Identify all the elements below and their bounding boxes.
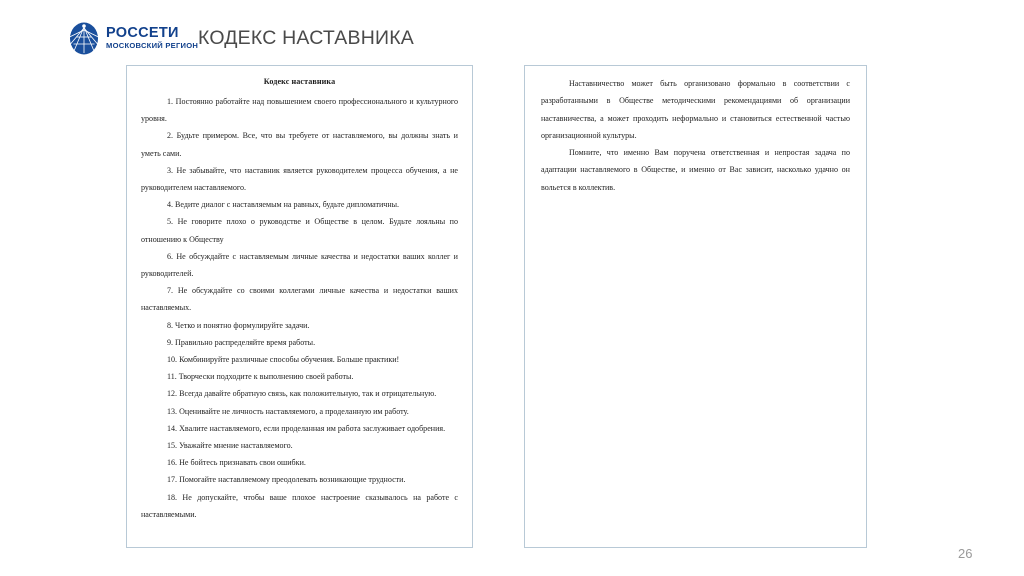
code-item: 17. Помогайте наставляемому преодолевать возникающие трудности. [167,475,406,485]
page-title: КОДЕКС НАСТАВНИКА [198,27,414,49]
code-item: 4. Ведите диалог с наставляемым на равных, будьте дипломатичны. [167,200,400,210]
rosseti-circle-logo-icon [68,22,100,55]
code-item: 15. Уважайте мнение наставляемого. [167,441,293,451]
description-paragraph: Наставничество может быть организовано формально в соответствии с разработанными в Обществе методическими рекомендациями об организации наставничества, а может проходить неформально и становиться естественной частью организационной культуры. [541,79,850,140]
code-item: 6. Не обсуждайте с наставляемым личные качества и недостатки ваших коллег и руководителей. [141,251,458,279]
code-item: 5. Не говорите плохо о руководстве и Обществе в целом. Будьте лояльны по отношению к Обществу [141,217,458,244]
code-item: 3. Не забывайте, что наставник является руководителем процесса обучения, а не руководителем наставляемого. [141,165,458,193]
code-of-mentor-panel [126,65,473,548]
code-item: 11. Творчески подходите к выполнению своей работы. [167,372,354,382]
brand-name: РОССЕТИ [106,24,179,41]
code-item: 7. Не обсуждайте со своими коллегами личные качества и недостатки ваших наставляемых. [141,286,458,313]
page-number: 26 [958,546,973,561]
brand-logo [68,20,198,56]
mentoring-description-panel [524,65,867,548]
slide-header [0,0,1024,64]
description-paragraph: Помните, что именно Вам поручена ответственная и непростая задача по адаптации наставляемого в Обществе, и именно от Вас зависит, насколько удачно он вольется в коллектив. [541,148,850,192]
code-item: 9. Правильно распределяйте время работы. [167,337,316,347]
code-item: 2. Будьте примером. Все, что вы требуете от наставляемого, вы должны знать и уметь сами. [141,131,458,158]
brand-subtitle: МОСКОВСКИЙ РЕГИОН [106,41,199,51]
brand-wordmark [106,26,198,50]
code-item: 8. Четко и понятно формулируйте задачи. [167,320,310,330]
code-item: 10. Комбинируйте различные способы обучения. Больше практики! [167,355,400,365]
document-heading: Кодекс наставника [263,77,336,86]
code-item: 14. Хвалите наставляемого, если проделанная им работа заслуживает одобрения. [167,423,446,433]
code-item: 12. Всегда давайте обратную связь, как положительную, так и отрицательную. [167,389,437,399]
code-item: 1. Постоянно работайте над повышением своего профессионального и культурного уровня. [141,97,458,124]
code-item: 13. Оценивайте не личность наставляемого, а проделанную им работу. [167,406,409,416]
code-items-list [141,93,458,523]
code-item: 16. Не бойтесь признавать свои ошибки. [167,458,306,468]
code-item: 18. Не допускайте, чтобы ваше плохое настроение сказывалось на работе с наставляемыми. [141,492,458,519]
